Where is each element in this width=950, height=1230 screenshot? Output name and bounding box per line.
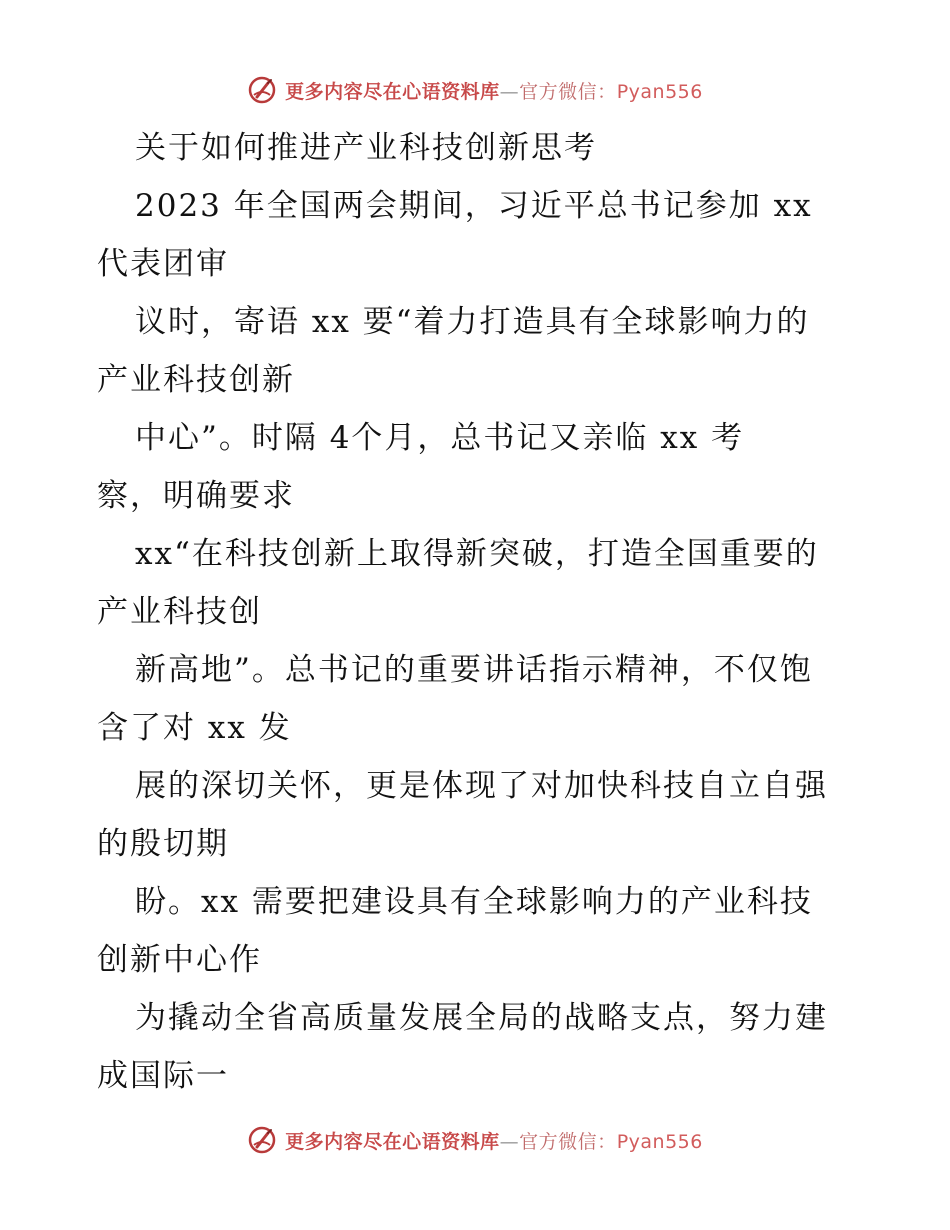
document-line: 议时，寄语 xx 要“着力打造具有全球影响力的	[135, 304, 810, 340]
document-line: 创新中心作	[97, 942, 262, 978]
document-line: 成国际一	[97, 1058, 229, 1094]
document-line: 中心”。时隔 4个月，总书记又亲临 xx 考	[135, 420, 745, 456]
document-line: 盼。xx 需要把建设具有全球影响力的产业科技	[135, 884, 813, 920]
book-pen-logo-icon	[247, 1125, 277, 1155]
document-line: 2023 年全国两会期间，习近平总书记参加 xx	[135, 188, 813, 224]
document-body	[97, 119, 857, 1105]
document-line: 的殷切期	[97, 826, 229, 862]
watermark-separator: —	[499, 80, 520, 103]
document-line: 含了对 xx 发	[97, 710, 292, 746]
book-pen-logo-icon	[247, 75, 277, 105]
document-line: 代表团审	[97, 246, 229, 282]
watermark-wechat-id: Pyan556	[616, 1130, 703, 1153]
watermark-brand: 更多内容尽在心语资料库	[285, 1130, 500, 1153]
watermark-wechat-id: Pyan556	[616, 80, 703, 103]
document-line: 产业科技创	[97, 594, 262, 630]
document-line: 为撬动全省高质量发展全局的战略支点，努力建	[135, 1000, 828, 1036]
document-title: 关于如何推进产业科技创新思考	[135, 130, 597, 166]
document-line: xx“在科技创新上取得新突破，打造全国重要的	[135, 536, 819, 572]
watermark-separator: —	[499, 1130, 520, 1153]
document-line: 产业科技创新	[97, 362, 295, 398]
watermark-suffix: 官方微信：	[519, 1130, 617, 1153]
document-line: 展的深切关怀，更是体现了对加快科技自立自强	[135, 768, 828, 804]
watermark-text	[285, 77, 703, 104]
watermark-suffix: 官方微信：	[519, 80, 617, 103]
watermark-text	[285, 1127, 703, 1154]
watermark-brand: 更多内容尽在心语资料库	[285, 80, 500, 103]
document-line: 新高地”。总书记的重要讲话指示精神，不仅饱	[135, 652, 813, 688]
footer-watermark	[0, 1120, 950, 1160]
document-line: 察，明确要求	[97, 478, 295, 514]
header-watermark	[0, 70, 950, 110]
